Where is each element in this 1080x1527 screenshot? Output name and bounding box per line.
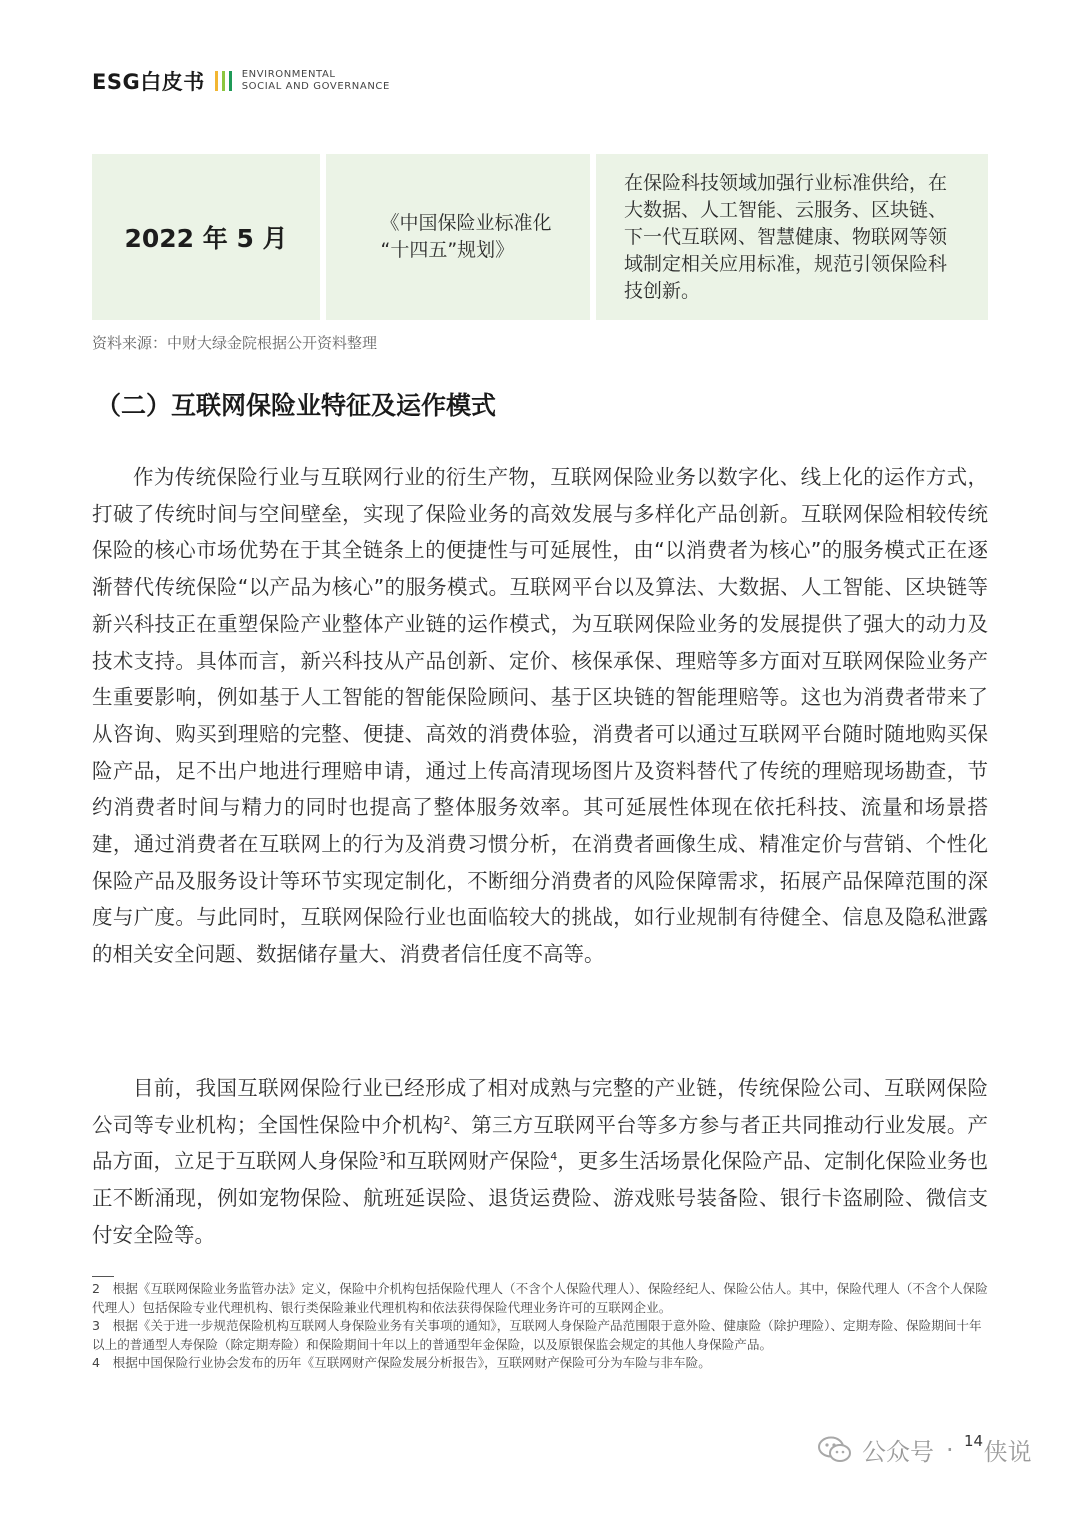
footnote-ref-4[interactable]: 4 <box>550 1150 558 1164</box>
policy-content-cell: 在保险科技领域加强行业标准供给，在大数据、人工智能、云服务、区块链、下一代互联网、智慧健康、物联网等领域制定相关应用标准，规范引领保险科技创新。 <box>596 154 988 320</box>
brand-bar-lightgreen <box>222 71 225 91</box>
policy-document-line1: 《中国保险业标准化 <box>380 212 552 234</box>
watermark-label-1: 公众号 <box>862 1438 934 1466</box>
brand-subtitle-line2: SOCIAL AND GOVERNANCE <box>241 81 390 92</box>
paragraph-1-text: 作为传统保险行业与互联网行业的衍生产物，互联网保险业务以数字化、线上化的运作方式，打破了传统时间与空间壁垒，实现了保险业务的高效发展与多样化产品创新。互联网保险相较传统保险的核心市场优势在于其全链条上的便捷性与可延展性，由“以消费者为核心”的服务模式正在逐渐替代传统保险“以产品为核心”的服务模式。互联网平台以及算法、大数据、人工智能、区块链等新兴科技正在重塑保险产业整体产业链的运作模式，为互联网保险业务的发展提供了强大的动力及技术支持。具体而言，新兴科技从产品创新、定价、核保承保、理赔等多方面对互联网保险业务产生重要影响，例如基于人工智能的智能保险顾问、基于区块链的智能理赔等。这也为消费者带来了从咨询、购买到理赔的完整、便捷、高效的消费体验，消费者可以通过互联网平台随时随地购买保险产品，足不出户地进行理赔申请，通过上传高清现场图片及资料替代了传统的理赔现场勘查，节约消费者时间与精力的同时也提高了整体服务效率。其可延展性体现在依托科技、流量和场景搭建，通过消费者在互联网上的行为及消费习惯分析，在消费者画像生成、精准定价与营销、个性化保险产品及服务设计等环节实现定制化，不断细分消费者的风险保障需求，拓展产品保障范围的深度与广度。与此同时，互联网保险行业也面临较大的挑战，如行业规制有待健全、信息及隐私泄露的相关安全问题、数据储存量大、消费者信任度不高等。 <box>92 465 988 967</box>
watermark-label-2: 侠说 <box>983 1438 1032 1466</box>
source-note: 资料来源：中财大绿金院根据公开资料整理 <box>92 334 378 352</box>
brand-subtitle-line1: ENVIRONMENTAL <box>241 69 336 80</box>
page-number: 14 <box>964 1432 984 1450</box>
footnote-divider <box>92 1276 114 1277</box>
brand-subtitle <box>242 69 390 93</box>
brand-bar-darkgreen <box>229 71 232 91</box>
section-heading: （二）互联网保险业特征及运作模式 <box>96 391 497 420</box>
paragraph-2-part4: ，更多生活场景化保险产品、定制化保险业务也正不断涌现，例如宠物保险、航班延误险、退货运费险、游戏账号装备险、银行卡盗刷险、微信支付安全险等。 <box>92 1149 989 1247</box>
brand-bar-yellow <box>215 71 218 91</box>
footnote-ref-3[interactable]: 3 <box>379 1150 387 1164</box>
paragraph-2-part1: 目前，我国互联网保险行业已经形成了相对成熟与完整的产业链，传统保险公司、互联网保险公司等专业机构；全国性保险中介机构 <box>92 1076 988 1137</box>
paragraph-2-part3: 和互联网财产保险 <box>386 1149 551 1174</box>
paragraph-2-part2: 、第三方互联网平台等多方参与者正共同推动行业发展。产品方面，立足于互联网人身保险 <box>92 1112 989 1174</box>
body-paragraph-2 <box>92 1070 988 1254</box>
watermark <box>818 1432 1032 1467</box>
paragraph-2-text <box>92 1070 988 1254</box>
footnotes <box>92 1280 988 1373</box>
wechat-icon <box>818 1436 852 1464</box>
footnote-2: 2 根据《互联网保险业务监管办法》定义，保险中介机构包括保险代理人（不含个人保险代理人）、保险经纪人、保险公估人。其中，保险代理人（不含个人保险代理人）包括保险专业代理机构、银行类保险兼业代理机构和依法获得保险代理业务许可的互联网企业。 <box>92 1281 988 1315</box>
policy-document-cell <box>326 154 590 320</box>
footnote-3: 3 根据《关于进一步规范保险机构互联网人身保险业务有关事项的通知》，互联网人身保险产品范围限于意外险、健康险（除护理险）、定期寿险、保险期间十年以上的普通型人寿保险（除定期寿险）和保险期间十年以上的普通型年金保险，以及原银保监会规定的其他人身保险产品。 <box>92 1318 982 1352</box>
brand-bars-icon <box>215 71 232 91</box>
body-paragraph-1 <box>92 459 988 973</box>
policy-date-cell: 2022 年 5 月 <box>92 154 320 320</box>
footnote-ref-2[interactable]: 2 <box>443 1113 451 1127</box>
page-header <box>92 66 390 96</box>
policy-table-row <box>92 154 988 320</box>
footnote-4: 4 根据中国保险行业协会发布的历年《互联网财产保险发展分析报告》，互联网财产保险可分为车险与非车险。 <box>92 1355 711 1370</box>
brand-title: ESG白皮书 <box>92 70 205 94</box>
watermark-separator: · <box>946 1435 954 1464</box>
policy-document-line2: “十四五”规划》 <box>380 239 515 261</box>
